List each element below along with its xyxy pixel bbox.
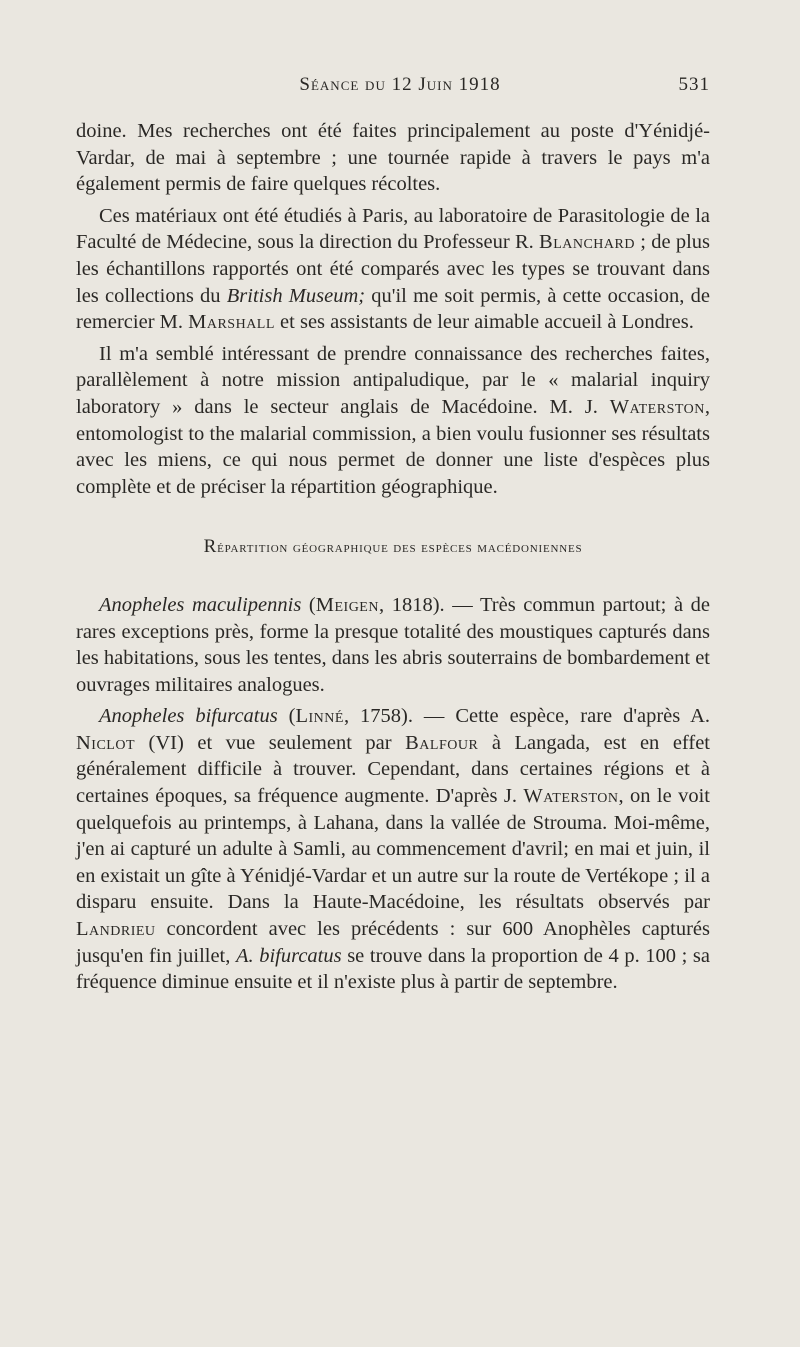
author-name: Balfour <box>405 731 479 754</box>
section-heading-initial: R <box>203 536 218 558</box>
section-heading-text: épartition géographique des espèces macédoniennes <box>217 539 583 557</box>
species-name: Anopheles maculipennis <box>99 593 302 616</box>
author-name: Landrieu <box>76 918 156 941</box>
body-text <box>76 118 710 996</box>
author-name: Meigen <box>315 593 379 616</box>
paragraph-text: , entomologist to the malarial commission, a bien voulu fusionner ses résultats avec les miens, ce qui nous permet de donner une liste d'espèces plus complète et de préciser la répartition géographique. <box>76 395 710 498</box>
paragraph-text: concordent avec les précédents : sur 600 Anophèles capturés jusqu'en fin juillet, <box>76 918 710 967</box>
author-name: Waterston <box>609 395 705 418</box>
paragraph-text: (VI) et vue seulement par <box>135 731 406 754</box>
paragraph-text: Ces matériaux ont été étudiés à Paris, au laboratoire de Parasitologie de la Faculté de Médecine, sous la direction du Professeur R. <box>76 204 710 254</box>
paragraph-text: ( <box>277 705 296 728</box>
paragraph-text: , 1818). — <box>378 593 480 616</box>
author-name: Marshall <box>188 311 275 334</box>
paragraph-text: , 1758). — <box>343 705 456 728</box>
paragraph-research <box>76 341 710 501</box>
author-name: Linné <box>295 705 344 728</box>
paragraph-text: se trouve dans la proportion de 4 p. 100 ; sa fréquence diminue ensuite et il n'existe plus à partir de septembre. <box>76 944 710 994</box>
paragraph-text: ; de plus les échantillons rapportés ont été comparés avec les types se trouvant dans les collections du <box>76 231 710 307</box>
author-name: Blanchard <box>539 231 635 254</box>
author-name: Waterston <box>523 785 619 808</box>
paragraph-text: , on le voit quelquefois au printemps, à Lahana, dans la vallée de Strouma. Moi-même, j'en ai capturé un adulte à Samli, au commencement d'avril; en mai et juin, il en existait un gîte à Yénidjé-Vardar et un autre sur la route de Vertékope ; il a disparu ensuite. Dans la Haute-Macédoine, les résultats observés par <box>76 785 710 914</box>
paragraph-text: ( <box>301 593 316 616</box>
running-title: Séance du 12 Juin 1918 <box>299 74 501 95</box>
paragraph-text: Cette espèce, rare d'après A. <box>455 705 711 728</box>
paragraph-continuation <box>76 118 710 198</box>
paragraph-text: qu'il me soit permis, à cette occasion, de remercier M. <box>76 284 710 334</box>
paragraph-text: doine. Mes recherches ont été faites principalement au poste d'Yénidjé-Vardar, de mai à septembre ; une tournée rapide à travers le pays m'a également permis de faire quelques récoltes. <box>76 120 710 196</box>
paragraph-text: et ses assistants de leur aimable accueil à Londres. <box>274 311 694 334</box>
section-heading <box>76 534 710 562</box>
paragraph-materials <box>76 203 710 336</box>
paragraph-text: Il m'a semblé intéressant de prendre connaissance des recherches faites, parallèlement à notre mission antipaludique, par le « malarial inquiry laboratory » dans le secteur anglais de Macédoine. M. J. <box>76 342 710 418</box>
species-name: A. bifurcatus <box>235 944 342 967</box>
page-number: 531 <box>678 74 710 95</box>
paragraph-text: Très commun partout; à de rares exceptions près, forme la presque totalité des moustiques capturés dans les habitations, sous les tentes, dans les abris souterrains de bombardement et ouvrages militaires analogues. <box>76 593 711 696</box>
institution-name: British Museum; <box>226 284 366 307</box>
species-entry-maculipennis <box>76 592 710 698</box>
author-name: Niclot <box>76 731 136 754</box>
paragraph-text: à Langada, est en effet généralement difficile à trouver. Cependant, dans certaines régions et à certaines époques, sa fréquence augmente. D'après J. <box>76 731 711 808</box>
species-name: Anopheles bifurcatus <box>99 705 278 728</box>
species-entry-bifurcatus <box>76 703 710 996</box>
